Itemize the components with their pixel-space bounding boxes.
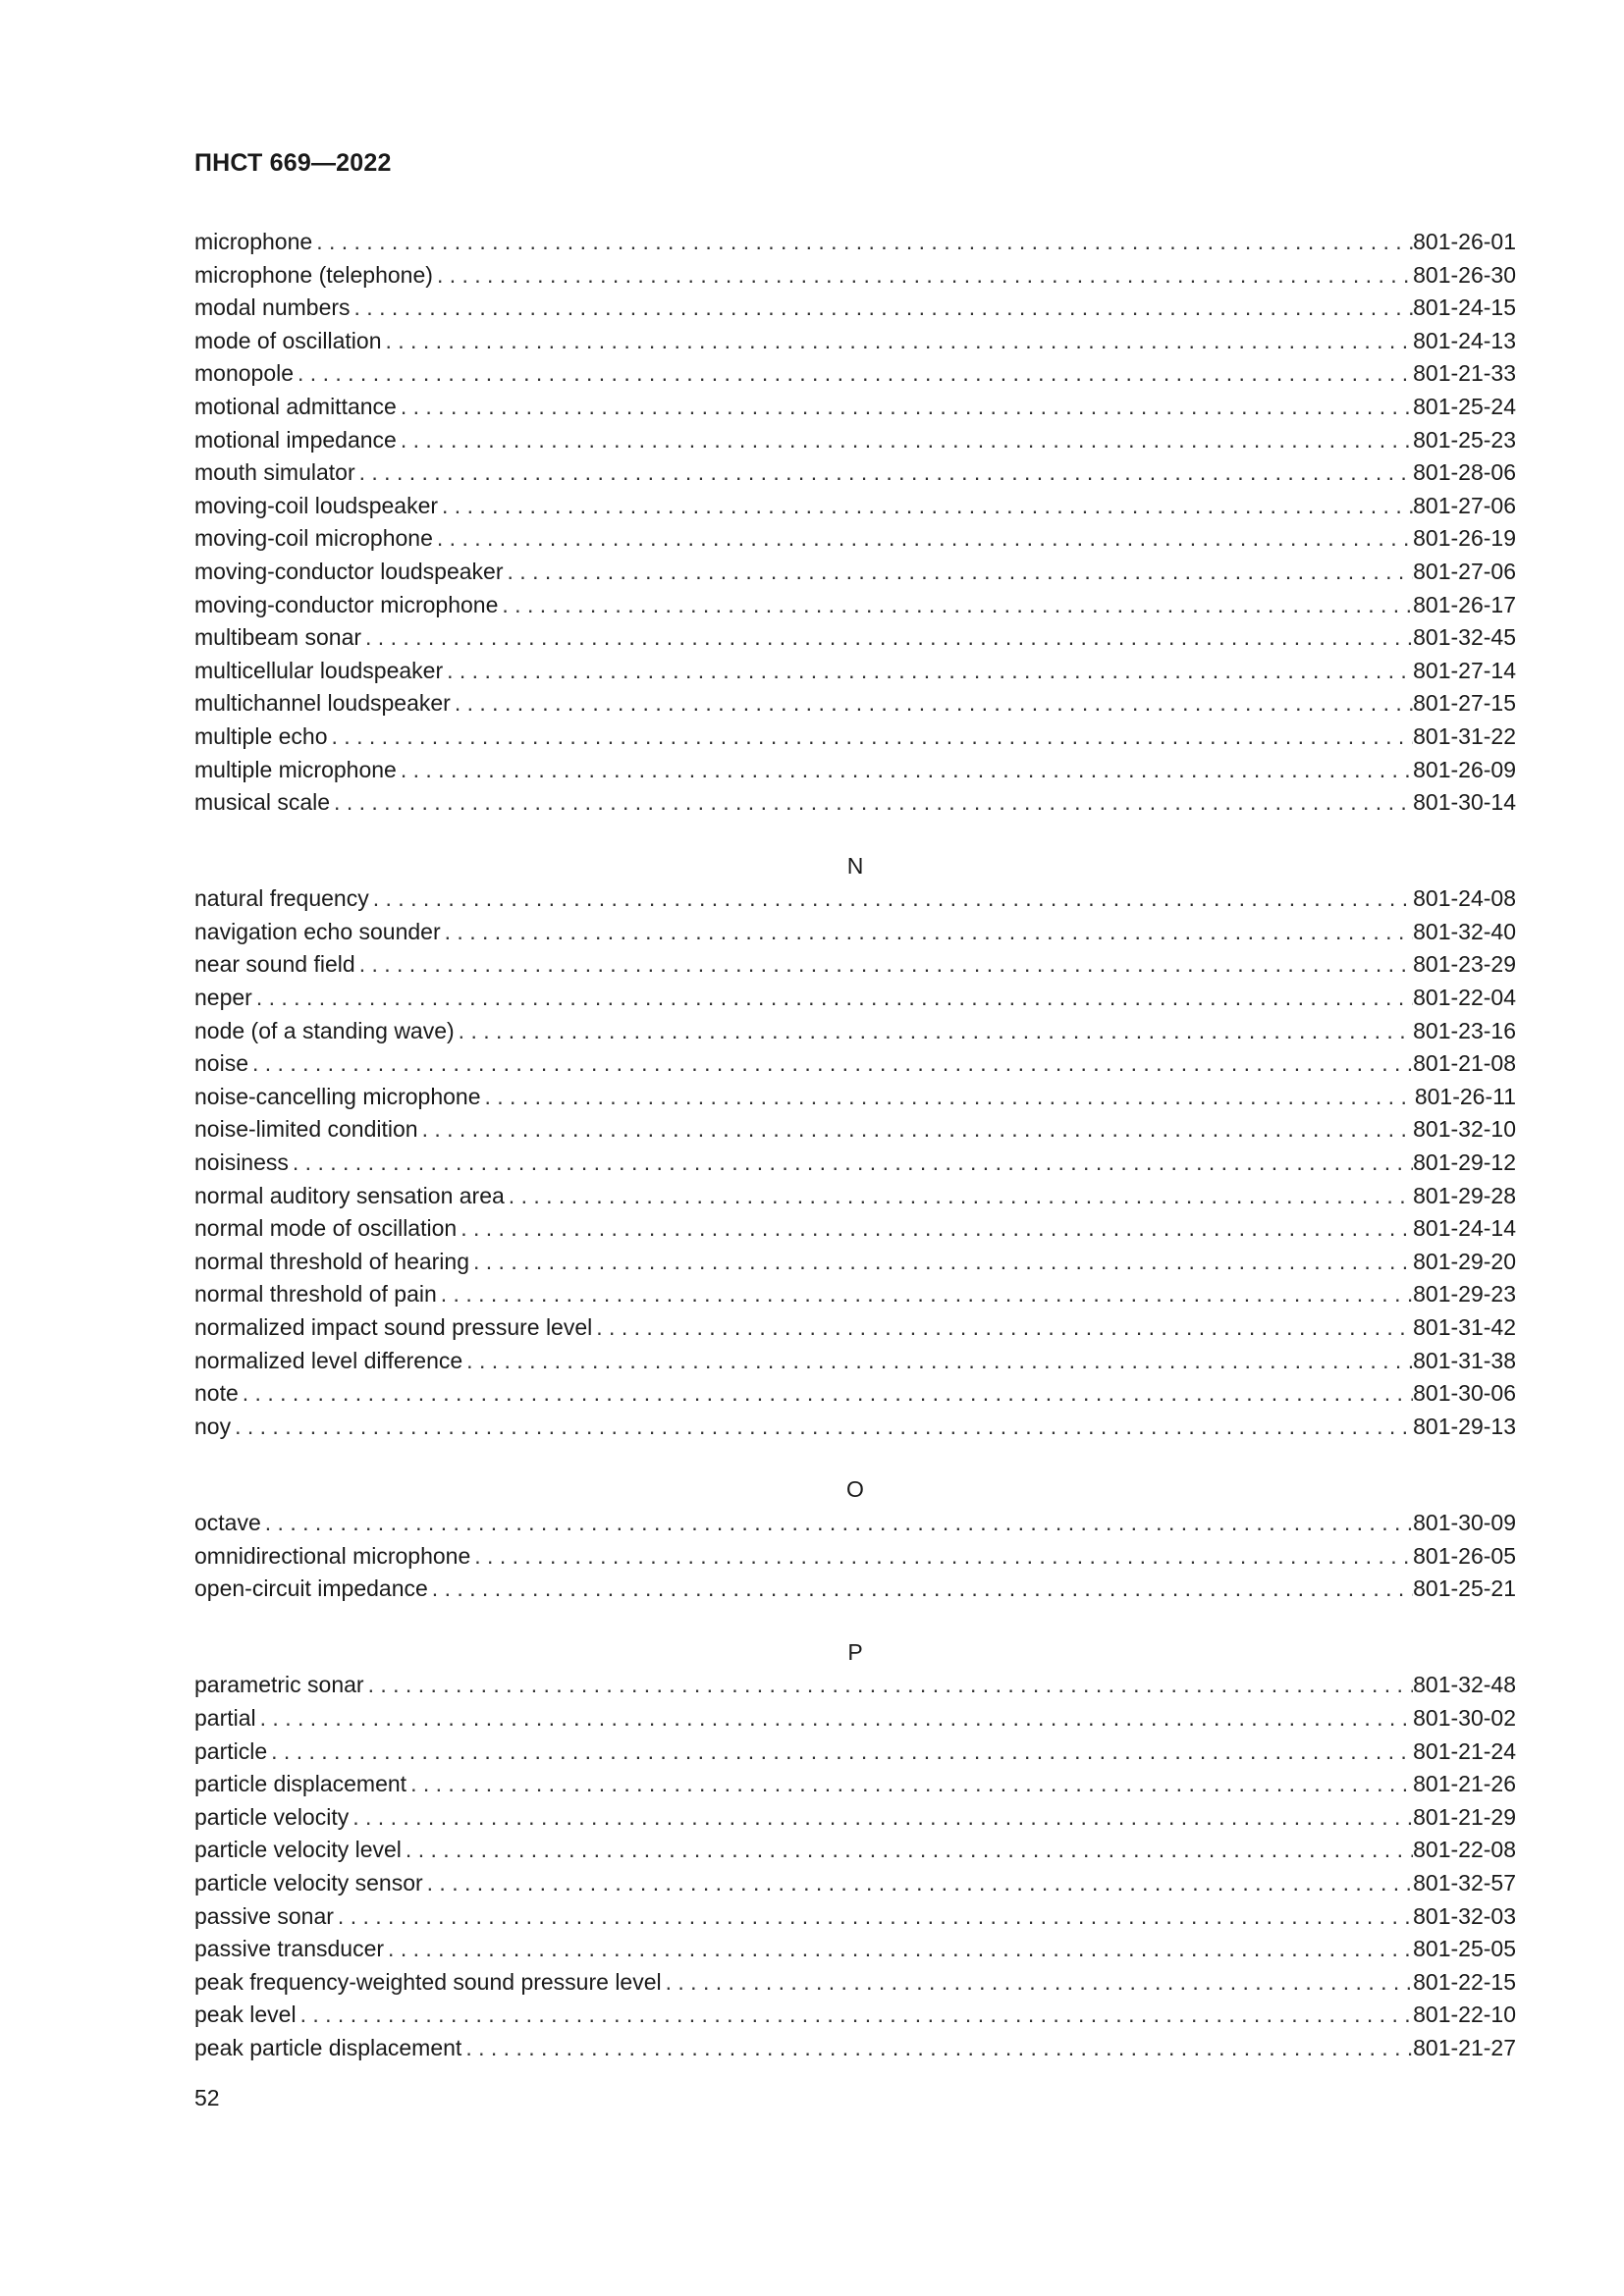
index-entry xyxy=(194,948,1516,982)
dot-leader xyxy=(433,259,1413,293)
term-index xyxy=(194,226,1516,2064)
index-term: normal mode of oscillation xyxy=(194,1215,458,1242)
dot-leader xyxy=(355,948,1413,982)
dot-leader xyxy=(406,1768,1413,1801)
index-code: 801-29-23 xyxy=(1413,1281,1516,1308)
index-code: 801-30-14 xyxy=(1413,789,1516,816)
index-entry xyxy=(194,1900,1516,1934)
index-code: 801-30-06 xyxy=(1413,1380,1516,1407)
index-entry xyxy=(194,1278,1516,1311)
index-code: 801-22-04 xyxy=(1413,985,1516,1011)
index-term: noy xyxy=(194,1413,232,1439)
index-entry xyxy=(194,916,1516,949)
dot-leader xyxy=(355,456,1414,490)
index-term: peak frequency-weighted sound pressure level xyxy=(194,1968,662,1995)
index-term: motional impedance xyxy=(194,426,397,453)
dot-leader xyxy=(384,1933,1413,1966)
index-term: particle velocity xyxy=(194,1803,350,1830)
index-code: 801-21-26 xyxy=(1413,1771,1516,1797)
index-code: 801-31-38 xyxy=(1413,1347,1516,1373)
index-code: 801-30-09 xyxy=(1413,1509,1516,1535)
index-term: noise xyxy=(194,1050,248,1077)
index-entry xyxy=(194,1768,1516,1801)
index-entry xyxy=(194,655,1516,688)
index-term: motional admittance xyxy=(194,393,397,419)
dot-leader xyxy=(256,1702,1413,1735)
index-term: peak particle displacement xyxy=(194,2034,462,2060)
dot-leader xyxy=(261,1507,1413,1540)
index-entry xyxy=(194,589,1516,622)
dot-leader xyxy=(364,1669,1414,1702)
index-entry xyxy=(194,1573,1516,1606)
index-entry xyxy=(194,1801,1516,1835)
index-code: 801-29-12 xyxy=(1413,1149,1516,1176)
index-term: parametric sonar xyxy=(194,1672,364,1698)
index-code: 801-25-24 xyxy=(1413,393,1516,419)
index-entry xyxy=(194,556,1516,589)
index-entry xyxy=(194,292,1516,325)
index-term: peak level xyxy=(194,2002,297,2028)
index-entry xyxy=(194,1867,1516,1900)
index-entry xyxy=(194,1411,1516,1444)
dot-leader xyxy=(334,1900,1413,1934)
index-term: musical scale xyxy=(194,789,331,816)
index-code: 801-27-06 xyxy=(1413,558,1516,584)
index-term: neper xyxy=(194,985,252,1011)
index-entry xyxy=(194,1669,1516,1702)
index-entry xyxy=(194,1834,1516,1867)
dot-leader xyxy=(418,1113,1414,1147)
index-code: 801-32-40 xyxy=(1413,918,1516,944)
index-code: 801-24-08 xyxy=(1413,885,1516,912)
section-spacer xyxy=(194,820,1516,850)
index-term: natural frequency xyxy=(194,885,369,912)
index-term: moving-conductor microphone xyxy=(194,591,499,617)
index-code: 801-28-06 xyxy=(1413,459,1516,486)
index-code: 801-26-09 xyxy=(1413,756,1516,782)
index-code: 801-21-29 xyxy=(1413,1803,1516,1830)
section-letter-heading: N xyxy=(846,852,864,879)
index-term: noise-cancelling microphone xyxy=(194,1083,481,1109)
dot-leader xyxy=(461,2032,1413,2065)
index-code: 801-24-14 xyxy=(1413,1215,1516,1242)
index-code: 801-21-08 xyxy=(1413,1050,1516,1077)
page-header-title: ПНСТ 669—2022 xyxy=(194,149,392,177)
dot-leader xyxy=(437,1278,1413,1311)
index-code: 801-25-23 xyxy=(1413,426,1516,453)
dot-leader xyxy=(470,1540,1413,1574)
index-code: 801-26-30 xyxy=(1413,261,1516,288)
index-term: moving-coil microphone xyxy=(194,525,433,552)
index-code: 801-27-15 xyxy=(1413,690,1516,717)
dot-leader xyxy=(455,1015,1413,1048)
index-term: passive sonar xyxy=(194,1902,334,1929)
index-term: particle displacement xyxy=(194,1771,407,1797)
index-term: noise-limited condition xyxy=(194,1116,418,1143)
index-term: particle velocity level xyxy=(194,1837,402,1863)
index-code: 801-26-19 xyxy=(1413,525,1516,552)
index-entry xyxy=(194,1507,1516,1540)
dot-leader xyxy=(662,1966,1414,2000)
index-entry xyxy=(194,424,1516,457)
dot-leader xyxy=(592,1311,1413,1345)
dot-leader xyxy=(351,292,1414,325)
index-entry xyxy=(194,259,1516,293)
index-code: 801-32-45 xyxy=(1413,624,1516,651)
index-term: mode of oscillation xyxy=(194,327,382,353)
index-term: omnidirectional microphone xyxy=(194,1542,471,1569)
dot-leader xyxy=(443,655,1413,688)
section-spacer xyxy=(194,1606,1516,1636)
dot-leader xyxy=(248,1047,1413,1081)
index-entry xyxy=(194,1015,1516,1048)
dot-leader xyxy=(457,1212,1413,1246)
index-code: 801-22-15 xyxy=(1413,1968,1516,1995)
index-term: partial xyxy=(194,1704,256,1731)
index-term: moving-coil loudspeaker xyxy=(194,492,439,518)
index-entry xyxy=(194,522,1516,556)
index-entry xyxy=(194,1735,1516,1769)
index-code: 801-25-05 xyxy=(1413,1936,1516,1962)
index-code: 801-31-42 xyxy=(1413,1314,1516,1340)
index-entry xyxy=(194,2032,1516,2065)
index-term: monopole xyxy=(194,360,295,387)
index-entry xyxy=(194,1966,1516,2000)
index-term: multibeam sonar xyxy=(194,624,362,651)
index-code: 801-24-13 xyxy=(1413,327,1516,353)
index-entry xyxy=(194,325,1516,358)
index-term: octave xyxy=(194,1509,261,1535)
dot-leader xyxy=(438,490,1413,523)
dot-leader xyxy=(498,589,1413,622)
index-term: microphone xyxy=(194,229,313,254)
dot-leader xyxy=(504,556,1414,589)
dot-leader xyxy=(239,1377,1413,1411)
dot-leader xyxy=(423,1867,1413,1900)
dot-leader xyxy=(361,621,1413,655)
index-code: 801-21-27 xyxy=(1413,2034,1516,2060)
index-code: 801-27-06 xyxy=(1413,492,1516,518)
dot-leader xyxy=(369,882,1413,916)
section-letter-heading: P xyxy=(847,1638,863,1665)
index-entry xyxy=(194,1246,1516,1279)
index-term: particle xyxy=(194,1737,268,1764)
index-term: microphone (telephone) xyxy=(194,261,433,288)
index-entry xyxy=(194,1180,1516,1213)
dot-leader xyxy=(397,754,1413,787)
dot-leader xyxy=(294,357,1413,391)
index-term: passive transducer xyxy=(194,1936,385,1962)
dot-leader xyxy=(330,786,1413,820)
index-term: noisiness xyxy=(194,1149,289,1176)
index-entry xyxy=(194,490,1516,523)
index-entry xyxy=(194,982,1516,1015)
index-term: open-circuit impedance xyxy=(194,1575,428,1602)
dot-leader xyxy=(312,226,1413,259)
index-entry xyxy=(194,1147,1516,1180)
page-number: 52 xyxy=(194,2085,220,2110)
dot-leader xyxy=(289,1147,1413,1180)
index-entry xyxy=(194,882,1516,916)
index-term: multichannel loudspeaker xyxy=(194,690,451,717)
index-term: node (of a standing wave) xyxy=(194,1017,455,1043)
dot-leader xyxy=(397,424,1413,457)
index-entry xyxy=(194,786,1516,820)
index-entry xyxy=(194,1377,1516,1411)
dot-leader xyxy=(441,916,1414,949)
section-letter-heading: O xyxy=(846,1476,864,1503)
dot-leader xyxy=(297,1999,1414,2032)
index-term: normal auditory sensation area xyxy=(194,1182,505,1208)
index-term: note xyxy=(194,1380,239,1407)
index-code: 801-29-20 xyxy=(1413,1248,1516,1274)
index-entry xyxy=(194,754,1516,787)
index-code: 801-26-05 xyxy=(1413,1542,1516,1569)
index-term: multicellular loudspeaker xyxy=(194,657,444,683)
index-code: 801-30-02 xyxy=(1413,1704,1516,1731)
dot-leader xyxy=(428,1573,1413,1606)
index-code: 801-23-16 xyxy=(1413,1017,1516,1043)
dot-leader xyxy=(397,391,1413,424)
index-entry xyxy=(194,391,1516,424)
index-entry xyxy=(194,456,1516,490)
index-code: 801-22-08 xyxy=(1413,1837,1516,1863)
index-term: normalized level difference xyxy=(194,1347,463,1373)
index-term: multiple echo xyxy=(194,722,328,749)
index-entry xyxy=(194,226,1516,259)
index-code: 801-25-21 xyxy=(1413,1575,1516,1602)
section-spacer xyxy=(194,1443,1516,1473)
index-term: particle velocity sensor xyxy=(194,1869,423,1896)
dot-leader xyxy=(267,1735,1413,1769)
dot-leader xyxy=(505,1180,1413,1213)
index-entry xyxy=(194,687,1516,721)
index-entry xyxy=(194,357,1516,391)
index-entry xyxy=(194,1702,1516,1735)
dot-leader xyxy=(481,1081,1415,1114)
index-code: 801-29-13 xyxy=(1413,1413,1516,1439)
index-term: multiple microphone xyxy=(194,756,397,782)
index-code: 801-26-17 xyxy=(1413,591,1516,617)
index-entry xyxy=(194,721,1516,754)
index-entry xyxy=(194,1311,1516,1345)
index-term: normalized impact sound pressure level xyxy=(194,1314,593,1340)
index-code: 801-32-10 xyxy=(1413,1116,1516,1143)
index-code: 801-29-28 xyxy=(1413,1182,1516,1208)
index-code: 801-31-22 xyxy=(1413,722,1516,749)
index-code: 801-26-11 xyxy=(1414,1083,1516,1109)
index-entry xyxy=(194,1113,1516,1147)
dot-leader xyxy=(462,1345,1413,1378)
index-code: 801-21-24 xyxy=(1413,1737,1516,1764)
dot-leader xyxy=(433,522,1413,556)
dot-leader xyxy=(402,1834,1413,1867)
dot-leader xyxy=(469,1246,1413,1279)
index-code: 801-32-48 xyxy=(1413,1672,1516,1698)
index-entry xyxy=(194,1933,1516,1966)
index-entry xyxy=(194,1047,1516,1081)
index-term: normal threshold of pain xyxy=(194,1281,437,1308)
index-code: 801-23-29 xyxy=(1413,951,1516,978)
index-code: 801-26-01 xyxy=(1413,229,1516,254)
dot-leader xyxy=(328,721,1414,754)
index-code: 801-24-15 xyxy=(1413,294,1516,321)
index-term: mouth simulator xyxy=(194,459,355,486)
index-code: 801-27-14 xyxy=(1413,657,1516,683)
index-entry xyxy=(194,1345,1516,1378)
index-term: moving-conductor loudspeaker xyxy=(194,558,504,584)
index-entry xyxy=(194,621,1516,655)
index-entry xyxy=(194,1081,1516,1114)
index-code: 801-21-33 xyxy=(1413,360,1516,387)
index-code: 801-32-03 xyxy=(1413,1902,1516,1929)
index-entry xyxy=(194,1540,1516,1574)
dot-leader xyxy=(451,687,1413,721)
index-entry xyxy=(194,1999,1516,2032)
dot-leader xyxy=(252,982,1413,1015)
dot-leader xyxy=(231,1411,1413,1444)
dot-leader xyxy=(349,1801,1413,1835)
dot-leader xyxy=(382,325,1414,358)
index-term: modal numbers xyxy=(194,294,351,321)
index-term: navigation echo sounder xyxy=(194,918,441,944)
index-term: near sound field xyxy=(194,951,355,978)
index-term: normal threshold of hearing xyxy=(194,1248,469,1274)
index-entry xyxy=(194,1212,1516,1246)
index-code: 801-22-10 xyxy=(1413,2002,1516,2028)
index-code: 801-32-57 xyxy=(1413,1869,1516,1896)
